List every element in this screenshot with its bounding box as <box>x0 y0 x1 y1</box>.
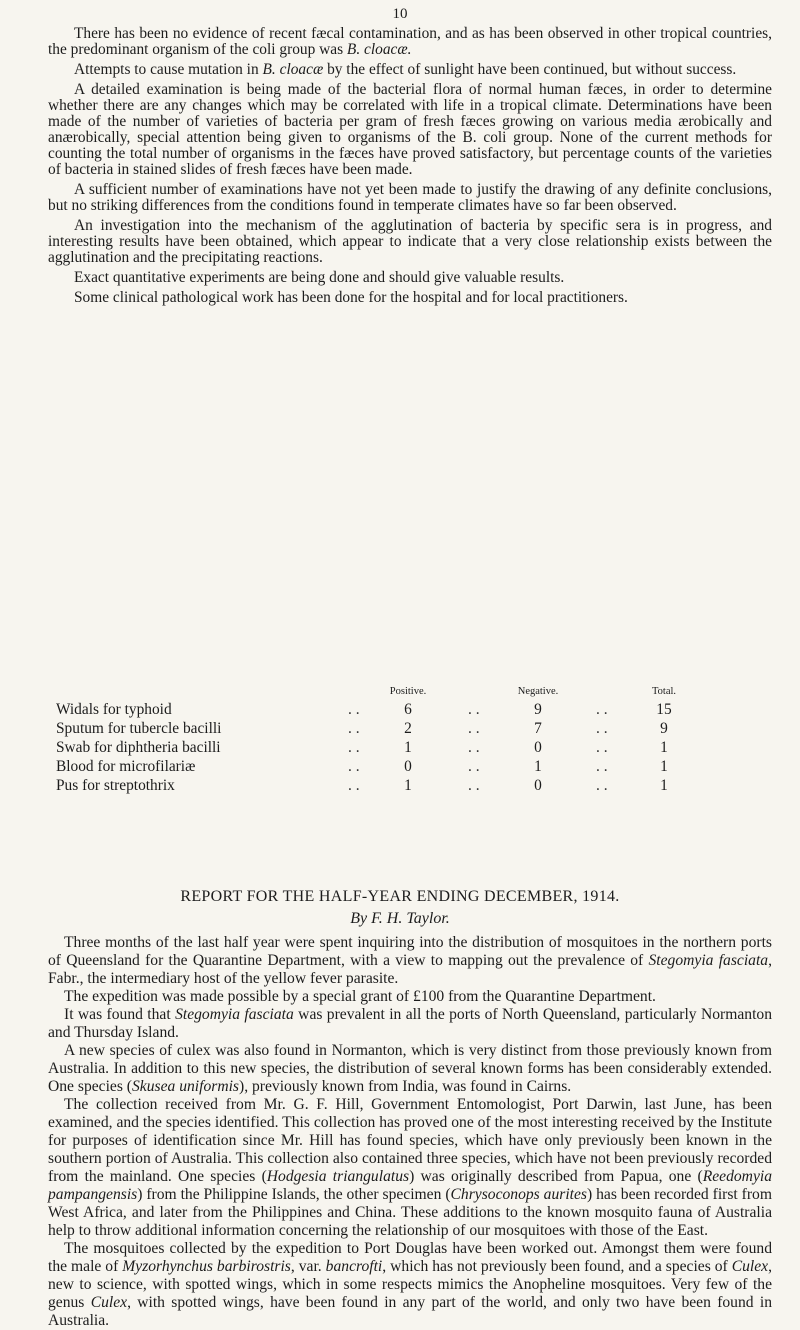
table-row <box>48 776 772 795</box>
positive-count: 6 <box>404 701 412 718</box>
positive-count: 1 <box>404 777 412 794</box>
bacteriology-section <box>48 26 772 310</box>
separator-dots: . . <box>596 777 608 794</box>
negative-count: 0 <box>534 777 542 794</box>
paragraph: An investigation into the mechanism of the agglutination of bacteria by specific sera is in progress, and interesting results have been obtained, which appear to indicate that a very close relationship exists between the agglutination and the precipitating reactions. <box>48 217 772 266</box>
positive-count: 0 <box>404 758 412 775</box>
row-label: Widals for typhoid <box>56 701 172 718</box>
separator-dots: . . <box>596 758 608 775</box>
paragraph: The collection received from Mr. G. F. Hill, Government Entomologist, Port Darwin, last June, has been examined, and the species identified. This collection has proved one of the most interesting received by the Institute for purposes of identification since Mr. Hill has found species, which have only previously been known in the southern portion of Australia. This collection also contained three species, which have not been previously recorded from the mainland. One species (Hodgesia triangulatus) was originally described from Papua, one (Reedomyia pampangensis) from the Philippine Islands, the other specimen (Chrysoconops aurites) has been recorded first from West Africa, and later from the Philippines and China. These additions to the known mosquito fauna of Australia help to throw additional information concerning the relationship of our mosquitoes with those of the East. <box>48 1096 772 1239</box>
paragraph: It was found that Stegomyia fasciata was prevalent in all the ports of North Queensland, particularly Normanton and Thursday Island. <box>48 1006 772 1041</box>
header-negative: Negative. <box>517 686 559 697</box>
clinical-results-table <box>48 686 772 795</box>
negative-count: 7 <box>534 720 542 737</box>
leader-dots: . . <box>348 739 360 756</box>
leader-dots: . . <box>348 720 360 737</box>
separator-dots: . . <box>596 701 608 718</box>
table-row <box>48 700 772 719</box>
header-total: Total. <box>651 686 677 697</box>
separator-dots: . . <box>468 701 480 718</box>
paragraph: There has been no evidence of recent fæcal contamination, and as has been observed in other tropical countries, the predominant organism of the coli group was B. cloacæ. <box>48 25 772 58</box>
leader-dots: . . <box>348 777 360 794</box>
paragraph: The mosquitoes collected by the expedition to Port Douglas have been worked out. Amongst them were found the male of Myzorhynchus barbirostris, var. bancrofti, which has not previously been found, and a species of Culex, new to science, with spotted wings, which in some respects mimics the Anopheline mosquitoes. Very few of the genus Culex, with spotted wings, have been found in any part of the world, and only two have been found in Australia. <box>48 1240 772 1329</box>
total-count: 1 <box>660 739 668 756</box>
total-count: 1 <box>660 777 668 794</box>
total-count: 15 <box>656 701 672 718</box>
report-title: REPORT FOR THE HALF-YEAR ENDING DECEMBER, 1914. <box>180 888 620 905</box>
table-row <box>48 719 772 738</box>
total-count: 9 <box>660 720 668 737</box>
header-positive: Positive. <box>389 686 427 697</box>
separator-dots: . . <box>596 739 608 756</box>
separator-dots: . . <box>468 720 480 737</box>
report-section <box>48 934 772 1330</box>
paragraph: A detailed examination is being made of the bacterial flora of normal human fæces, in order to determine whether there are any changes which may be correlated with life in a tropical climate. Determinations have been made of the number of varieties of bacteria per gram of fresh fæces growing on various media ærobically and anærobically, special attention being given to organisms of the B. coli group. None of the current methods for counting the total number of organisms in the fæces have proved satisfactory, but percentage counts of the varieties of bacteria in stained slides of fresh fæces have been made. <box>48 81 772 178</box>
table-body <box>48 700 772 795</box>
report-byline: By F. H. Taylor. <box>350 910 450 927</box>
separator-dots: . . <box>596 720 608 737</box>
paragraph: Some clinical pathological work has been done for the hospital and for local practitioners. <box>74 289 628 306</box>
negative-count: 0 <box>534 739 542 756</box>
table-row <box>48 738 772 757</box>
leader-dots: . . <box>348 758 360 775</box>
row-label: Blood for microfilariæ <box>56 758 196 775</box>
paragraph: Attempts to cause mutation in B. cloacæ by the effect of sunlight have been continued, but without success. <box>74 61 737 78</box>
separator-dots: . . <box>468 739 480 756</box>
separator-dots: . . <box>468 758 480 775</box>
row-label: Pus for streptothrix <box>56 777 175 794</box>
paragraph: Exact quantitative experiments are being done and should give valuable results. <box>74 269 565 286</box>
separator-dots: . . <box>468 777 480 794</box>
table-header <box>48 686 772 700</box>
paragraph: A sufficient number of examinations have not yet been made to justify the drawing of any definite conclusions, but no striking differences from the conditions found in temperate climates have so far been observed. <box>48 181 772 214</box>
negative-count: 9 <box>534 701 542 718</box>
positive-count: 2 <box>404 720 412 737</box>
leader-dots: . . <box>348 701 360 718</box>
row-label: Swab for diphtheria bacilli <box>56 739 221 756</box>
table-row <box>48 757 772 776</box>
paragraph: Three months of the last half year were spent inquiring into the distribution of mosquitoes in the northern ports of Queensland for the Quarantine Department, with a view to mapping out the prevalence of Stegomyia fasciata, Fabr., the intermediary host of the yellow fever parasite. <box>48 934 772 987</box>
total-count: 1 <box>660 758 668 775</box>
page-number: 10 <box>392 6 408 22</box>
paragraph: The expedition was made possible by a special grant of £100 from the Quarantine Department. <box>64 988 656 1005</box>
row-label: Sputum for tubercle bacilli <box>56 720 222 737</box>
negative-count: 1 <box>534 758 542 775</box>
paragraph: A new species of culex was also found in Normanton, which is very distinct from those previously known from Australia. In addition to this new species, the distribution of several known forms has been considerably extended. One species (Skusea uniformis), previously known from India, was found in Cairns. <box>48 1042 772 1095</box>
positive-count: 1 <box>404 739 412 756</box>
